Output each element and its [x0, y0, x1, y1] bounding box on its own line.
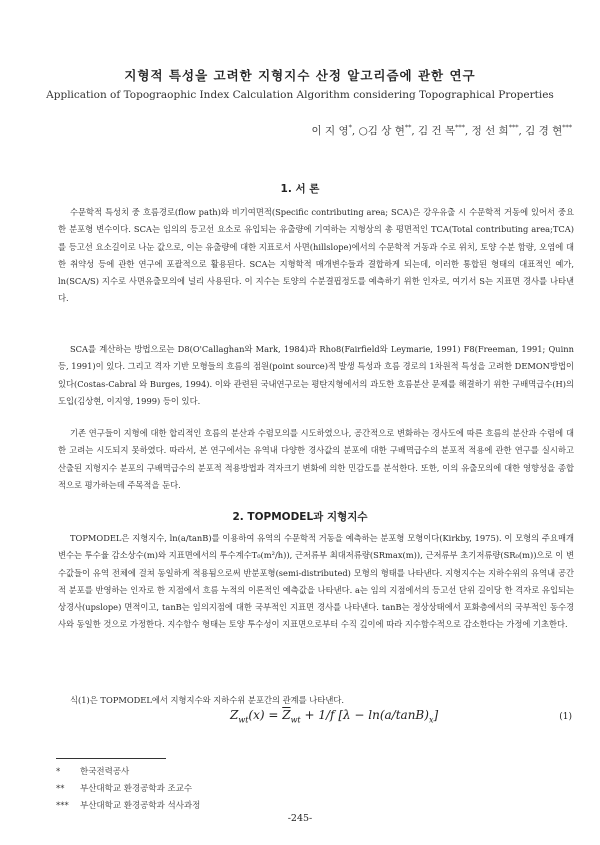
body-paragraph [58, 530, 574, 634]
paper-title-korean: 지형적 특성을 고려한 지형지수 산정 알고리즘에 관한 연구 [124, 68, 476, 83]
page-number: -245- [287, 813, 313, 824]
eq-term: [λ − ln(a/tanB) [338, 708, 429, 722]
footnote-text: 부산대학교 환경공학과 조교수 [80, 784, 193, 794]
footnote-text: 부산대학교 환경공학과 석사과정 [80, 801, 201, 811]
eq-subscript: wt [238, 715, 249, 725]
equation-number: (1) [559, 712, 572, 722]
author-name: ○김 상 현 [358, 125, 405, 137]
eq-subscript: x [428, 715, 434, 725]
paragraph-text: 식(1)은 TOPMODEL에서 지형지수와 지하수위 분포간의 관계를 나타낸다. [70, 695, 345, 705]
author-name: 김 경 현 [525, 125, 563, 137]
footnote-mark: *** [56, 801, 69, 811]
body-paragraph [58, 341, 574, 410]
paragraph-text: SCA를 계산하는 방법으로는 D8(O'Callaghan와 Mark, 1984)과 Rho8(Fairfield와 Leymarie, 1991) F8(Freeman, 1991; Quinn 등, 1991)이 있다. 그리고 격자 기반 모형들의 흐름의 점원(point source)적 발생 특성과 흐름 경로의 1차원적 특성을 고려한 DEMON방법이 있다(Costas-Cabral 와 Burges, 1994). 이와 관련된 국내연구로는 평탄지형에서의 과도한 흐름분산 문제를 해결하기 위한 구배멱급수(H)의 도입(김상현, 이지영, 1999) 등이 있다. [58, 344, 574, 406]
eq-term: Z [230, 708, 239, 722]
footnote-divider [56, 758, 166, 759]
paper-title-english: Application of Topograophic Index Calculation Algorithm considering Topographical Properties [46, 89, 554, 101]
section-heading-introduction: 1. 서 론 [280, 183, 320, 195]
footnote-text: 한국전력공사 [80, 767, 130, 777]
footnote-mark: * [56, 767, 61, 777]
eq-subscript: wt [290, 715, 301, 725]
footnote-item [56, 781, 200, 798]
author-name: 정 선 희 [471, 125, 509, 137]
eq-term: (x) = [248, 708, 279, 722]
paragraph-text: 기존 연구들이 지형에 대한 합리적인 흐름의 분산과 수렴모의를 시도하였으나, 공간적으로 변화하는 경사도에 따른 흐름의 분산과 수렴에 대한 고려는 시도되지 못하였다. 따라서, 본 연구에서는 유역내 다양한 경사값의 분포에 대한 구배멱급수의 분포적 적용에 관한 연구를 실시하고 산출된 지형지수 분포의 구배멱급수의 분포적 적용방법과 격자크기 변화에 의한 민감도를 분석한다. 또한, 이의 유출모의에 대한 영향성을 종합적으로 평가하는데 주목적을 둔다. [58, 428, 574, 490]
footnotes [56, 764, 200, 815]
author-mark: *** [562, 123, 572, 132]
author-mark: *** [455, 123, 465, 132]
author-name: 이 지 영 [311, 125, 349, 137]
author-mark: * [348, 123, 352, 132]
equation-1 [230, 708, 438, 724]
author-mark: *** [508, 123, 519, 132]
eq-term: ] [433, 708, 439, 722]
eq-fraction: 1/f [318, 708, 335, 722]
author-mark: ** [404, 123, 412, 132]
author-list: 이 지 영*, ○김 상 현**, 김 건 목***, 정 선 희***, 김 경 현*** [311, 123, 572, 137]
section-heading-topmodel: 2. TOPMODEL과 지형지수 [232, 511, 368, 523]
eq-operator: + [304, 708, 315, 722]
body-paragraph [58, 204, 574, 308]
author-name: 김 건 목 [418, 125, 456, 137]
eq-mean-term: $\overline{Z}$ [282, 708, 291, 722]
footnote-mark: ** [56, 784, 65, 794]
body-paragraph [58, 425, 574, 494]
body-paragraph [58, 692, 574, 709]
footnote-item [56, 764, 200, 781]
paragraph-text: TOPMODEL은 지형지수, ln(a/tanB)를 이용하여 유역의 수문학적 거동을 예측하는 분포형 모형이다(Kirkby, 1975). 이 모형의 주요매개변수는 투수율 감소상수(m)와 지표면에서의 투수계수T₀(m²/h)), 근저류부 최대저류량(SRmax(m)), 근저류부 초기저류량(SR₀(m))으로 이 변수값들이 유역 전체에 걸쳐 동일하게 적용됨으로써 반분포형(semi-distributed) 모형의 형태를 나타낸다. 지형지수는 지하수위의 유역내 공간적 분포를 반영하는 인자로 한 지점에서 흐름 누적의 이론적인 예측값을 나타낸다. a는 임의 지점에서의 등고선 단위 길이당 한 격자로 유입되는 상경사(upslope) 면적이고, tanB는 임의지점에 대한 국부적인 지표면 경사를 나타낸다. tanB는 정상상태에서 포화층에서의 국부적인 동수경사와 동일한 것으로 가정한다. 지수함수 형태는 토양 투수성이 지표면으로부터 수직 깊이에 따라 지수함수적으로 감소한다는 가정에 기초한다. [58, 533, 574, 630]
paragraph-text: 수문학적 특성치 중 흐름경로(flow path)와 비기여면적(Specific contributing area; SCA)은 강우유출 시 수문학적 거동에 있어서 중요한 분포형 변수이다. SCA는 임의의 등고선 요소로 유입되는 유출량에 기여하는 지형상의 총 평면적인 TCA(Total contributing area;TCA)를 등고선 요소길이로 나눈 값으로, 이는 유출량에 대한 지표로서 사면(hillslope)에서의 수문학적 거동과 수로 위치, 토양 수분 함량, 오염에 대한 취약성 등에 관한 연구에 포괄적으로 활용된다. SCA는 지형학적 매개변수들과 결합하게 되는데, 이러한 통합된 형태의 대표적인 예가, ln(SCA/S) 지수로 사면유출모의에 널리 사용된다. 이 지수는 토양의 수분결핍정도를 예측하기 위한 인자로, 여기서 S는 지표면 경사를 나타낸다. [58, 207, 574, 304]
